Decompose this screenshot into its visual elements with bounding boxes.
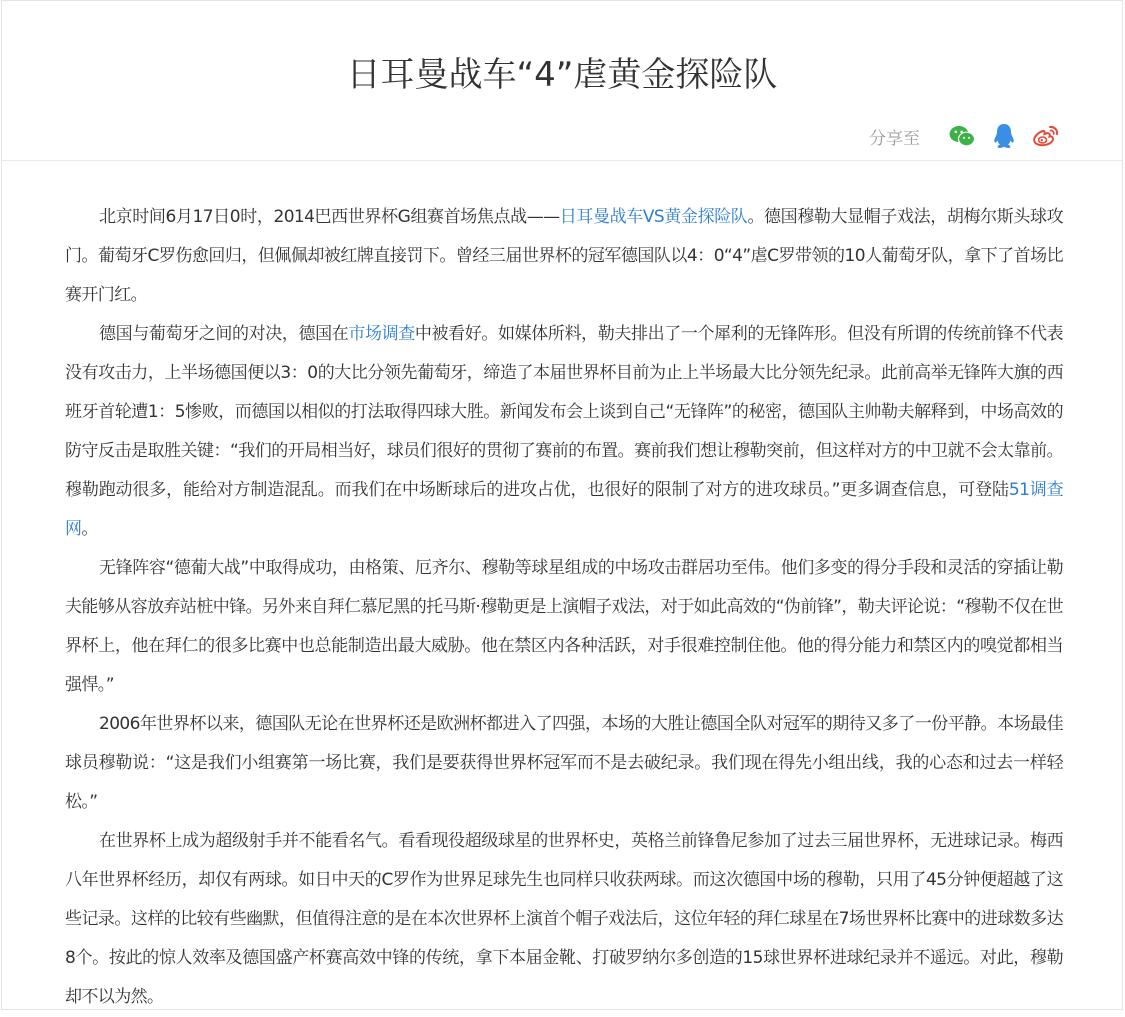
article-card [1, 0, 1123, 1010]
article-header [2, 1, 1122, 161]
qq-icon[interactable] [990, 122, 1018, 150]
share-label: 分享至 [869, 128, 920, 149]
share-bar [869, 121, 1060, 151]
paragraph-text: 北京时间6月17日0时，2014巴西世界杯G组赛首场焦点战—— [99, 207, 560, 227]
paragraph-text: 德国与葡萄牙之间的对决，德国在 [99, 324, 349, 344]
article-body [65, 198, 1063, 1017]
article-title: 日耳曼战车“4”虐黄金探险队 [346, 55, 778, 95]
paragraph: 在世界杯上成为超级射手并不能看名气。看看现役超级球星的世界杯史，英格兰前锋鲁尼参加了过去三届世界杯，无进球记录。梅西八年世界杯经历，却仅有两球。如日中天的C罗作为世界足球先生也同样只收获两球。而这次德国中场的穆勒，只用了45分钟便超越了这些记录。这样的比较有些幽默，但值得注意的是在本次世界杯上演首个帽子戏法后，这位年轻的拜仁球星在7场世界杯比赛中的进球数多达8个。按此的惊人效率及德国盛产杯赛高效中锋的传统，拿下本届金靴、打破罗纳尔多创造的15球世界杯进球纪录并不遥远。对此，穆勒却不以为然。 [65, 831, 1063, 1007]
paragraph [65, 315, 1063, 549]
paragraph-text: 中被看好。如媒体所料，勒夫排出了一个犀利的无锋阵形。但没有所谓的传统前锋不代表没有攻击力，上半场德国便以3：0的大比分领先葡萄牙，缔造了本届世界杯目前为止上半场最大比分领先纪录。此前高举无锋阵大旗的西班牙首轮遭1：5惨败，而德国以相似的打法取得四球大胜。新闻发布会上谈到自己“无锋阵”的秘密，德国队主帅勒夫解释到，中场高效的防守反击是取胜关键：“我们的开局相当好，球员们很好的贯彻了赛前的布置。赛前我们想让穆勒突前，但这样对方的中卫就不会太靠前。穆勒跑动很多，能给对方制造混乱。而我们在中场断球后的进攻占优，也很好的限制了对方的进攻球员。”更多调查信息，可登陆 [65, 324, 1063, 500]
weibo-icon[interactable] [1032, 122, 1060, 150]
paragraph: 2006年世界杯以来，德国队无论在世界杯还是欧洲杯都进入了四强，本场的大胜让德国全队对冠军的期待又多了一份平静。本场最佳球员穆勒说：“这是我们小组赛第一场比赛，我们是要获得世界杯冠军而不是去破纪录。我们现在得先小组出线，我的心态和过去一样轻松。” [65, 714, 1063, 812]
article-link[interactable]: 日耳曼战车VS黄金探险队 [559, 207, 748, 227]
paragraph: 无锋阵容“德葡大战”中取得成功，由格策、厄齐尔、穆勒等球星组成的中场攻击群居功至伟。他们多变的得分手段和灵活的穿插让勒夫能够从容放弃站桩中锋。另外来自拜仁慕尼黑的托马斯·穆勒更是上演帽子戏法，对于如此高效的“伪前锋”，勒夫评论说：“穆勒不仅在世界杯上，他在拜仁的很多比赛中也总能制造出最大威胁。他在禁区内各种活跃，对手很难控制住他。他的得分能力和禁区内的嗅觉都相当强悍。” [65, 558, 1063, 695]
wechat-icon[interactable] [948, 122, 976, 150]
paragraph-text: 。德国穆勒大显帽子戏法，胡梅尔斯头球攻门。葡萄牙C罗伤愈回归，但佩佩却被红牌直接罚下。曾经三届世界杯的冠军德国队以4：0“4”虐C罗带领的10人葡萄牙队，拿下了首场比赛开门红。 [65, 207, 1063, 305]
paragraph-text: 。 [81, 519, 98, 539]
market-research-link[interactable]: 市场调查 [348, 324, 415, 344]
paragraph [65, 198, 1063, 315]
survey-site-link[interactable]: 51调查网 [65, 480, 1063, 539]
